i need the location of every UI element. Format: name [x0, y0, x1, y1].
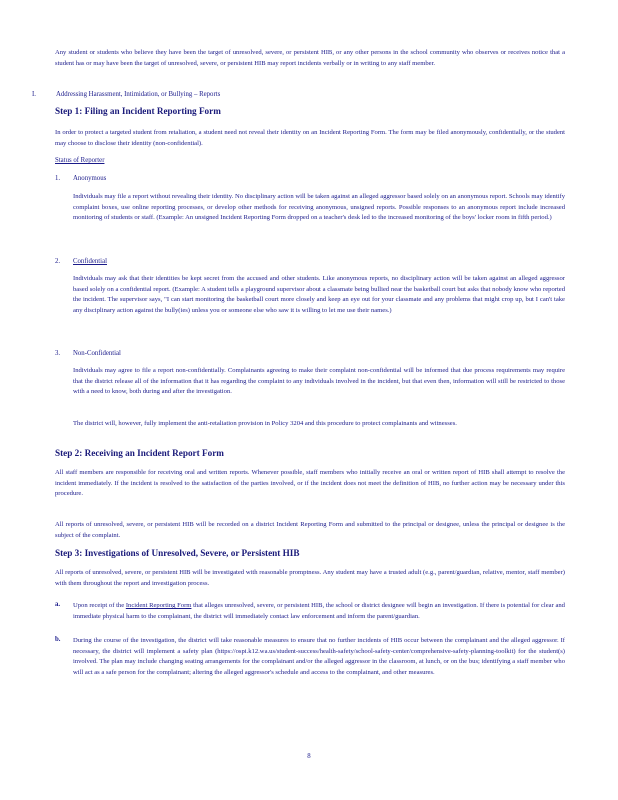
step3-paragraph: All reports of unresolved, severe, or persistent HIB will be investigated with reasonable promptness. Any student may have a trusted adult (e.g., parent/guardian, relative, mentor, staff member) with them throughout the report and investigation process. — [55, 569, 565, 587]
section-heading: Addressing Harassment, Intimidation, or Bullying – Reports — [56, 91, 221, 98]
point-a-label: a. — [55, 601, 61, 608]
step1-heading: Step 1: Filing an Incident Reporting Form — [55, 106, 221, 116]
section-numeral: I. — [32, 91, 36, 98]
item3-followup: The district will, however, fully implement the anti-retaliation provision in Policy 3204 and this procedure to protect complainants and witnesses. — [73, 420, 457, 427]
item2-number: 2. — [55, 258, 61, 265]
item3-title: Non-Confidential — [73, 350, 121, 357]
point-a-text: Upon receipt of the Incident Reporting Form that alleges unresolved, severe, or persistent HIB, the school or district designee will begin an investigation. If there is potential for clear and immediate physical harm to the complainant, the district will immediately contact law enforcement and inform the parent/guardian. — [73, 602, 565, 620]
status-of-reporter-label: Status of Reporter — [55, 157, 105, 164]
intro-paragraph: Any student or students who believe they have been the target of unresolved, severe, or persistent HIB, or any other persons in the school community who observes or receives notice that a student has or may have been the target of unresolved, severe, or persistent HIB may report incidents verbally or in writing to any staff member. — [55, 49, 565, 67]
incident-reporting-form-link[interactable]: Incident Reporting Form — [125, 602, 192, 609]
item1-title: Anonymous — [73, 175, 107, 182]
step2-paragraph-2: All reports of unresolved, severe, or persistent HIB will be recorded on a district Incident Reporting Form and submitted to the principal or designee, unless the principal or designee is the subject of the complaint. — [55, 521, 565, 539]
step1-paragraph: In order to protect a targeted student from retaliation, a student need not reveal their identity on an Incident Reporting Form. The form may be filed anonymously, confidentially, or the student may choose to disclose their identity (non-confidential). — [55, 129, 565, 147]
item1-number: 1. — [55, 175, 61, 182]
item3-number: 3. — [55, 350, 61, 357]
item3-paragraph: Individuals may agree to file a report non-confidentially. Complainants agreeing to make their complaint non-confidential will be informed that due process requirements may require that the district release all of the information that it has regarding the complaint to any individuals involved in the incident, but that even then, information will still be restricted to those with a need to know, both during and after the investigation. — [73, 367, 565, 396]
point-b-text: During the course of the investigation, the district will take reasonable measures to ensure that no further incidents of HIB occur between the complainant and the alleged aggressor. If necessary, the district will implement a safety plan (https://ospi.k12.wa.us/student-success/health-safety/school-safety-center/comprehensive-safety-planning-toolkit) for the student(s) involved. The plan may include changing seating arrangements for the complainant and/or the alleged aggressor in the classroom, at lunch, or on the bus; identifying a staff member who will act as a safe person for the complainant; altering the alleged aggressor's schedule and access to the complainant, and other measures. — [73, 637, 565, 676]
item2-paragraph: Individuals may ask that their identities be kept secret from the accused and other students. Like anonymous reports, no disciplinary action will be taken against an alleged aggressor based solely on a confidential report. (Example: A student tells a playground supervisor about a classmate being bullied near the basketball court but asks that nobody know who reported the incident. The supervisor says, "I can start monitoring the basketball court more closely and keep an eye out for your classmate and any problems that might crop up, but I can't take any disciplinary action against the bully(ies) unless you or someone else who saw it is willing to let me use their names.) — [73, 275, 565, 314]
step3-heading: Step 3: Investigations of Unresolved, Severe, or Persistent HIB — [55, 548, 300, 558]
point-b-label: b. — [55, 636, 61, 643]
step2-heading: Step 2: Receiving an Incident Report Form — [55, 448, 224, 458]
page-number: 8 — [307, 753, 311, 760]
step2-paragraph-1: All staff members are responsible for receiving oral and written reports. Whenever possible, staff members who initially receive an oral or written report of HIB shall attempt to resolve the incident immediately. If the incident is resolved to the satisfaction of the parties involved, or if the incident does not meet the definition of HIB, no further action may be necessary under this procedure. — [55, 469, 565, 498]
item1-paragraph: Individuals may file a report without revealing their identity. No disciplinary action will be taken against an alleged aggressor based solely on an anonymous report. Schools may identify complaint boxes, use online reporting processes, or develop other methods for receiving anonymous, unsigned reports. Possible responses to an anonymous report include increased monitoring of students or staff. (Example: An unsigned Incident Reporting Form dropped on a teacher's desk led to the increased monitoring of the boys' locker room in fifth period.) — [73, 193, 565, 222]
item2-title: Confidential — [73, 258, 107, 265]
